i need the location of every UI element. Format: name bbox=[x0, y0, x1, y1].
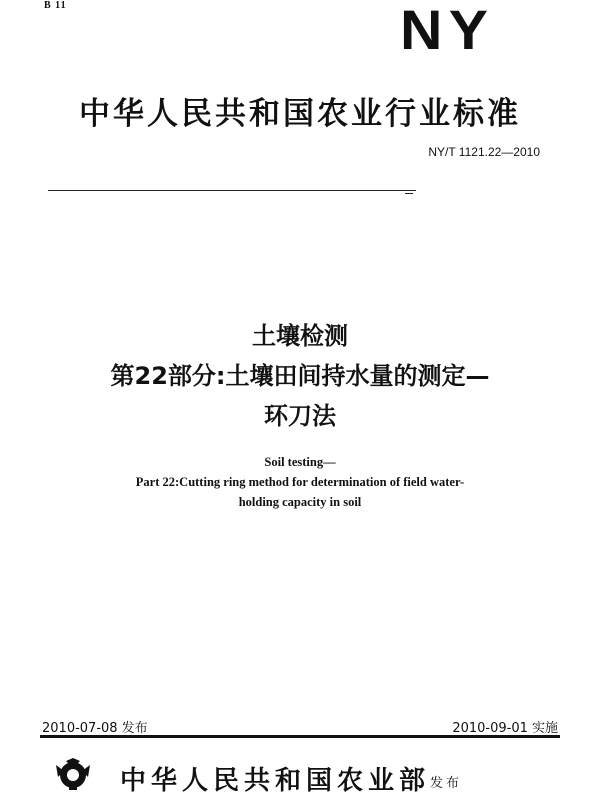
header-divider-tick bbox=[405, 187, 413, 194]
cn-title-line-3: 环刀法 bbox=[264, 402, 336, 430]
ministry-emblem-icon bbox=[52, 757, 94, 791]
classification-code: B 11 bbox=[44, 0, 67, 11]
cn-title-line-1: 土壤检测 bbox=[252, 322, 348, 350]
issue-date: 2010-07-08 发布 bbox=[42, 721, 148, 736]
footer-divider bbox=[40, 735, 560, 738]
publish-label: 发布 bbox=[430, 776, 463, 791]
publisher-name: 中华人民共和国农业部 bbox=[120, 766, 431, 796]
standard-title: 中华人民共和国农业行业标准 bbox=[79, 96, 521, 132]
en-title-line-1: Soil testing— bbox=[264, 455, 336, 469]
en-title-line-3: holding capacity in soil bbox=[238, 495, 362, 509]
implementation-date: 2010-09-01 实施 bbox=[452, 721, 558, 736]
cn-title-line-2: 第22部分:土壤田间持水量的测定— bbox=[110, 362, 490, 390]
standard-number: NY/T 1121.22—2010 bbox=[428, 145, 540, 159]
header-divider bbox=[48, 190, 416, 191]
en-title-line-2: Part 22:Cutting ring method for determination of field water- bbox=[135, 475, 465, 489]
ny-logo: NY bbox=[400, 0, 495, 61]
